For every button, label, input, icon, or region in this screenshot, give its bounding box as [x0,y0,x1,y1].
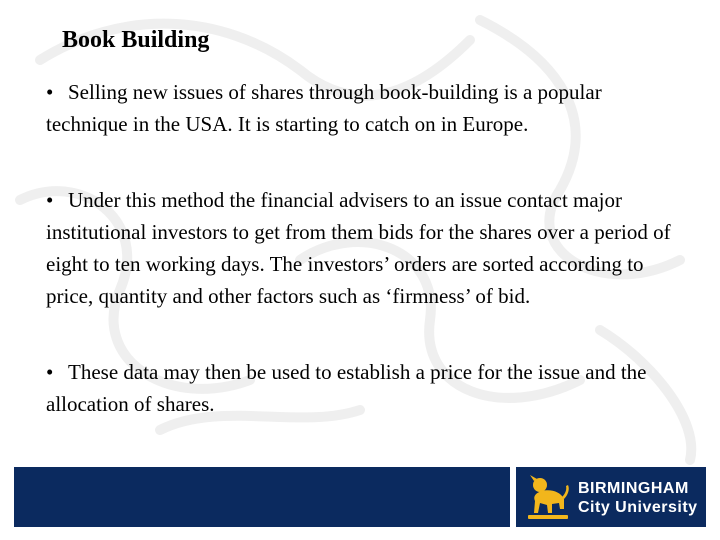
brand-line-2: City University [578,499,698,516]
university-logo [516,467,706,527]
bullet-marker: • [46,80,54,104]
bullet-point [46,76,686,140]
brand-line-1: BIRMINGHAM [578,480,689,497]
bullet-text: Selling new issues of shares through book-building is a popular technique in the USA. It is starting to catch on in Europe. [46,80,602,136]
footer-bar [14,467,510,527]
bullet-point [46,356,686,420]
lion-icon [524,473,572,521]
bullet-marker: • [46,360,54,384]
bullet-text: Under this method the financial advisers to an issue contact major institutional investors to get from them bids for the shares over a period of eight to ten working days. The investors’ orders are sorted according to price, quantity and other factors such as ‘firmness’ of bid. [46,188,671,308]
bullet-marker: • [46,188,54,212]
slide-title: Book Building [62,27,210,53]
bullet-text: These data may then be used to establish a price for the issue and the allocation of shares. [46,360,647,416]
bullet-point [46,184,686,312]
brand-text [578,479,698,517]
